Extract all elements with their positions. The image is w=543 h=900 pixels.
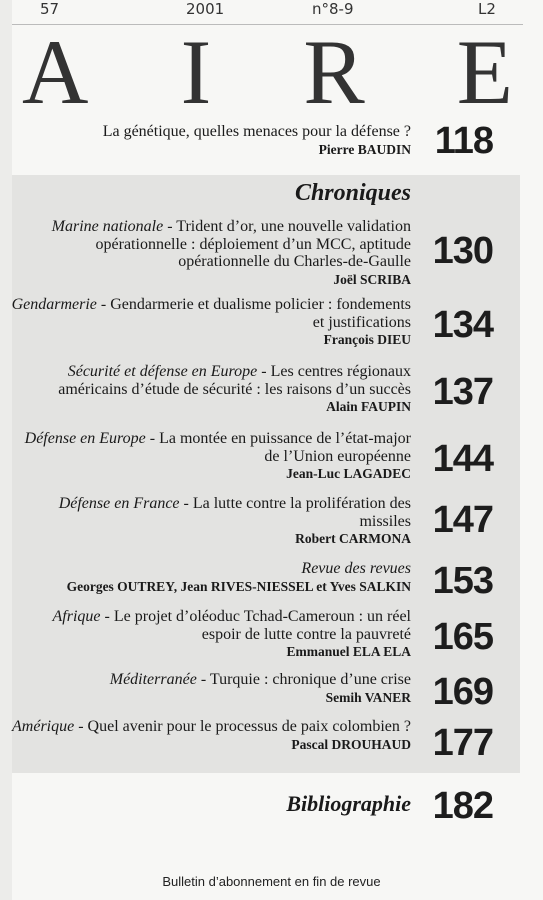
rubric-separator: - xyxy=(96,296,111,313)
rubric-separator: - xyxy=(100,608,114,625)
rubric-separator: - xyxy=(257,363,271,380)
masthead-letter: E xyxy=(456,21,513,123)
article-title: Quel avenir pour le processus de paix colombien ? xyxy=(87,718,411,735)
page-number: 177 xyxy=(432,722,493,764)
rubric-label: Revue des revues xyxy=(301,560,411,577)
rubric-separator: - xyxy=(196,671,210,688)
article-author: Robert CARMONA xyxy=(295,531,411,546)
rubric-separator: - xyxy=(163,218,177,235)
rubric-label: Gendarmerie xyxy=(11,296,97,313)
page-number: 165 xyxy=(432,616,493,658)
masthead xyxy=(0,21,543,123)
divider xyxy=(12,24,523,25)
article-author: François DIEU xyxy=(323,332,411,347)
page-number: 182 xyxy=(432,785,493,827)
article-author: Emmanuel ELA ELA xyxy=(286,644,411,659)
article-title: La montée en puissance de l’état-major de l’Union européenne xyxy=(159,430,411,465)
article-title: Turquie : chronique d’une crise xyxy=(209,671,411,688)
masthead-letter: I xyxy=(180,21,212,123)
article-author: Jean-Luc LAGADEC xyxy=(286,466,411,481)
article-author: Pascal DROUHAUD xyxy=(291,736,411,752)
page-number: 137 xyxy=(432,371,493,413)
rubric-label: Sécurité et défense en Europe xyxy=(67,363,258,380)
rubric-separator: - xyxy=(145,430,160,447)
page-number: 130 xyxy=(432,230,493,272)
handwritten-note: 2001 xyxy=(186,0,225,18)
rubric-label: Amérique xyxy=(12,718,75,735)
page-number: 134 xyxy=(432,304,493,346)
handwritten-note: n°8-9 xyxy=(312,0,354,18)
article-author: Alain FAUPIN xyxy=(326,399,411,414)
masthead-letter: A xyxy=(22,21,89,123)
masthead-letter: R xyxy=(303,21,365,123)
article-author: Semih VANER xyxy=(325,689,411,705)
page-number: 144 xyxy=(432,438,493,480)
article-title: La génétique, quelles menaces pour la défense ? xyxy=(102,123,411,140)
article-title: Le projet d’oléoduc Tchad-Cameroun : un réel espoir de lutte contre la pauvreté xyxy=(113,608,411,643)
article-title: La lutte contre la prolifération des missiles xyxy=(192,495,411,530)
handwritten-note: L2 xyxy=(478,0,496,18)
article-author: Georges OUTREY, Jean RIVES-NIESSEL et Yves SALKIN xyxy=(66,578,411,594)
rubric-separator: - xyxy=(179,495,193,512)
article-title: Les centres régionaux américains d’étude de sécurité : les raisons d’un succès xyxy=(58,363,411,398)
article-title: Trident d’or, une nouvelle validation opérationnelle : déploiement d’un MCC, aptitude opérationnelle du Charles-de-Gaulle xyxy=(95,218,411,270)
article-author: Pierre BAUDIN xyxy=(318,141,411,157)
rubric-separator: - xyxy=(74,718,88,735)
article-author: Joël SCRIBA xyxy=(333,271,411,287)
rubric-label: Défense en France xyxy=(58,495,180,512)
page-number: 169 xyxy=(432,671,493,713)
handwritten-note: 57 xyxy=(40,0,60,18)
section-heading: Chroniques xyxy=(294,180,411,206)
section-heading: Bibliographie xyxy=(286,791,411,816)
rubric-label: Méditerranée xyxy=(109,671,197,688)
page-number: 118 xyxy=(434,120,493,162)
article-title: Gendarmerie et dualisme policier : fondements et justifications xyxy=(110,296,411,331)
page-number: 153 xyxy=(432,560,493,602)
footer-note: Bulletin d’abonnement en fin de revue xyxy=(162,874,381,889)
rubric-label: Défense en Europe xyxy=(24,430,146,447)
rubric-label: Marine nationale xyxy=(51,218,164,235)
page-number: 147 xyxy=(432,499,493,541)
rubric-label: Afrique xyxy=(52,608,101,625)
